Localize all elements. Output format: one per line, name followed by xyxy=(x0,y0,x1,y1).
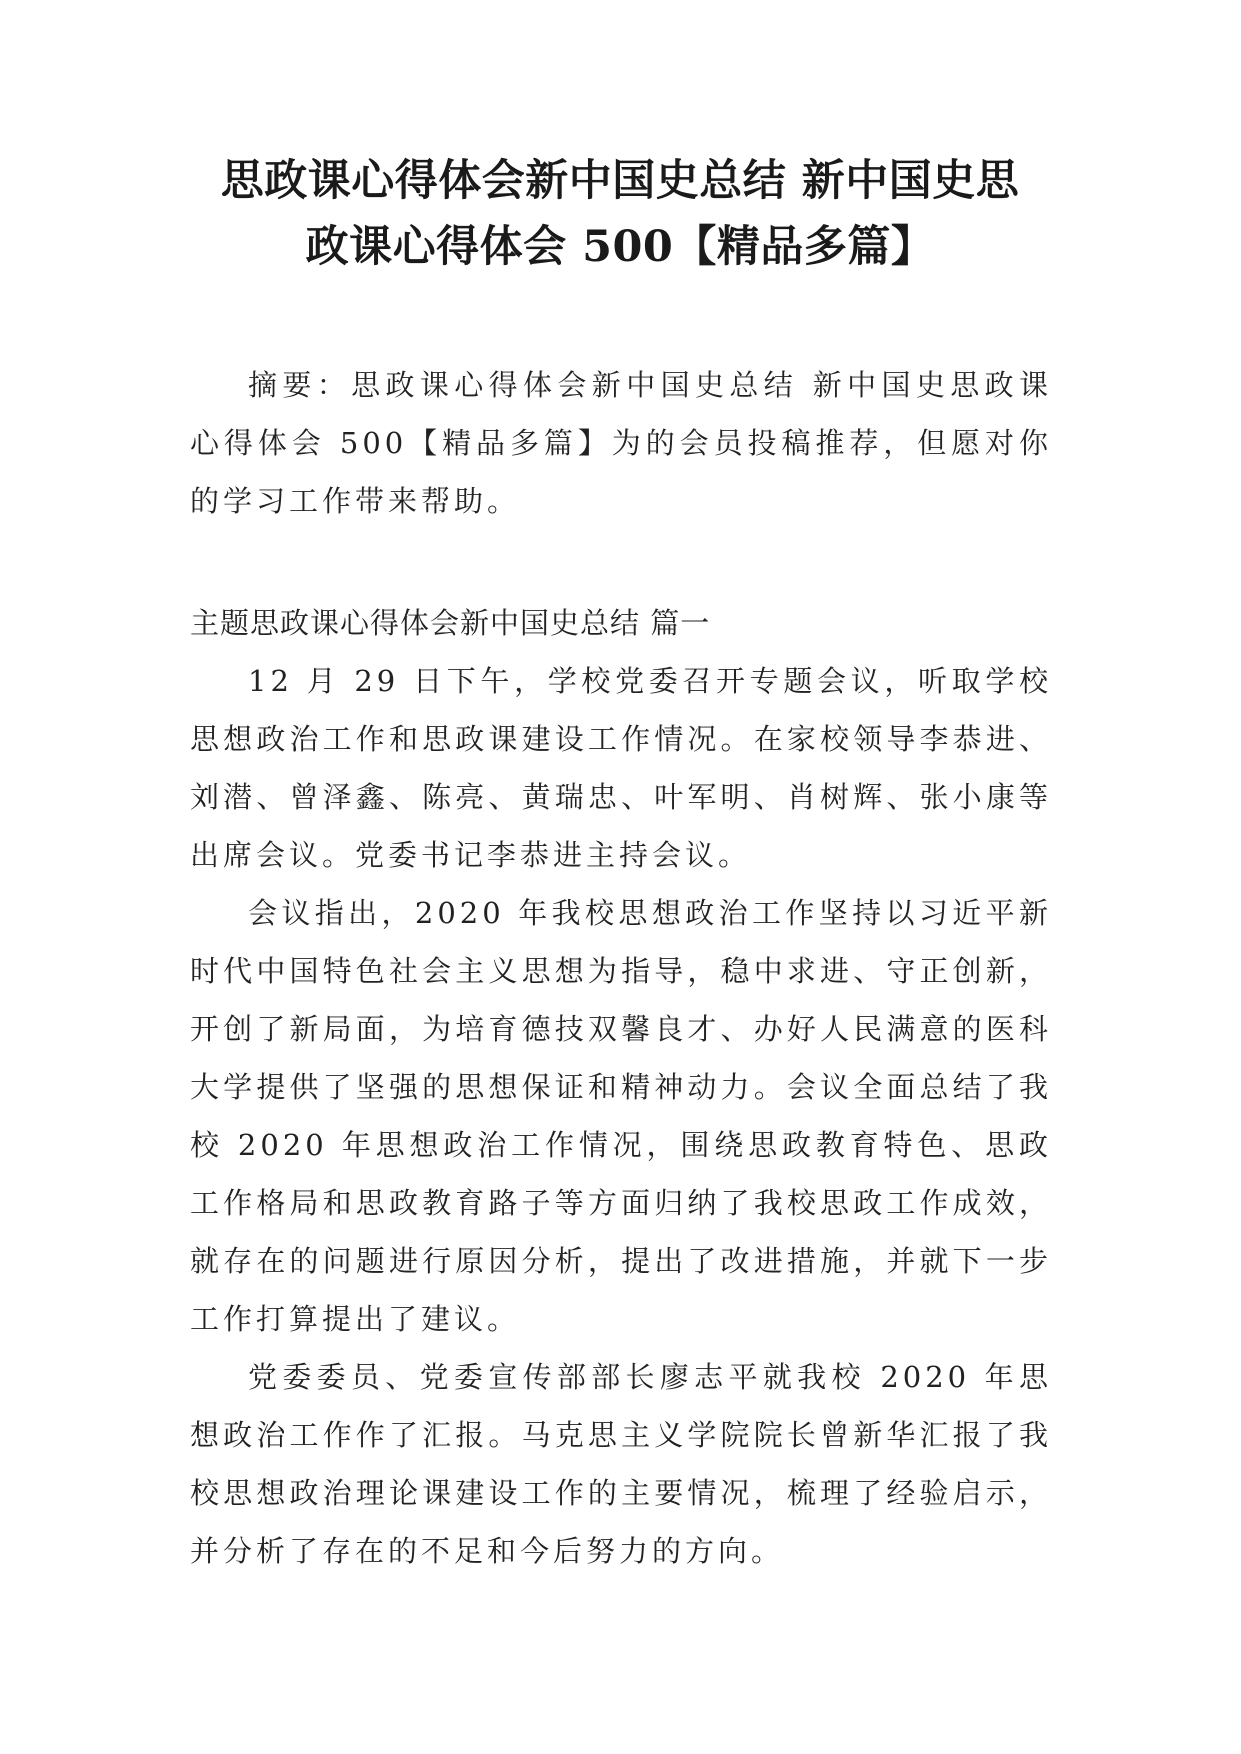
body-paragraph-2: 会议指出，2020 年我校思想政治工作坚持以习近平新时代中国特色社会主义思想为指导，稳中求进、守正创新，开创了新局面，为培育德技双馨良才、办好人民满意的医科大学提供了坚强的思想保证和精神动力。会议全面总结了我校 2020 年思想政治工作情况，围绕思政教育特色、思政工作格局和思政教育路子等方面归纳了我校思政工作成效，就存在的问题进行原因分析，提出了改进措施，并就下一步工作打算提出了建议。 xyxy=(190,896,1052,1336)
document-title xyxy=(150,148,1090,280)
title-line-2: 政课心得体会 500【精品多篇】 xyxy=(305,222,935,272)
title-line-1: 思政课心得体会新中国史总结 新中国史思 xyxy=(220,156,1020,206)
section-heading: 主题思政课心得体会新中国史总结 篇一 xyxy=(190,606,711,640)
body-paragraph-3: 党委委员、党委宣传部部长廖志平就我校 2020 年思想政治工作作了汇报。马克思主义学院院长曾新华汇报了我校思想政治理论课建设工作的主要情况，梳理了经验启示，并分析了存在的不足和今后努力的方向。 xyxy=(190,1360,1052,1568)
body-paragraph-1: 12 月 29 日下午，学校党委召开专题会议，听取学校思想政治工作和思政课建设工作情况。在家校领导李恭进、刘潜、曾泽鑫、陈亮、黄瑞忠、叶军明、肖树辉、张小康等出席会议。党委书记李恭进主持会议。 xyxy=(190,664,1052,872)
abstract-paragraph: 摘要：思政课心得体会新中国史总结 新中国史思政课心得体会 500【精品多篇】为的会员投稿推荐，但愿对你的学习工作带来帮助。 xyxy=(190,368,1052,518)
document-body xyxy=(190,356,1052,1580)
